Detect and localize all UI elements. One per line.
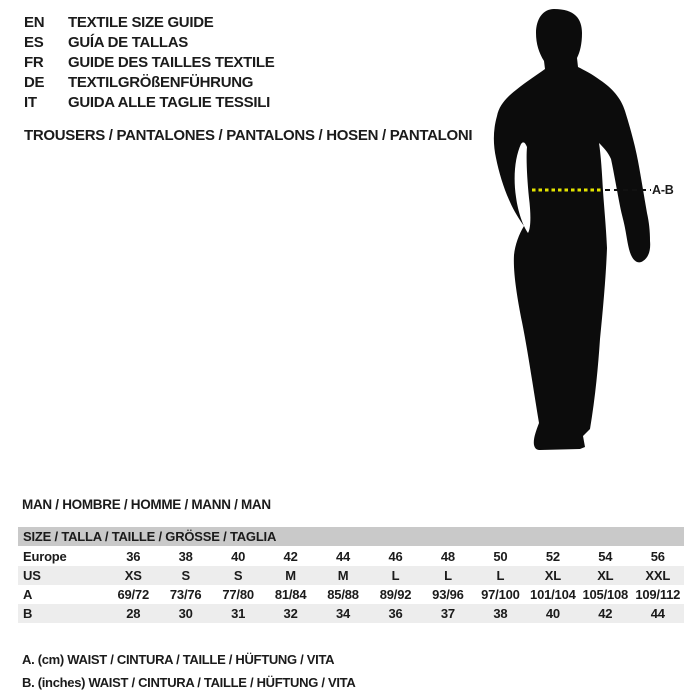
table-cell: L [444,568,452,583]
table-cell: 97/100 [481,587,520,602]
row-label: B [23,606,33,621]
table-cell: 89/92 [379,587,412,602]
table-cell: XL [544,568,561,583]
table-cell: 36 [126,549,141,564]
table-cell: XL [597,568,614,583]
table-cell: 42 [598,606,613,621]
size-table [18,527,684,623]
table-cell: 40 [231,549,246,564]
table-cell: 93/96 [432,587,464,602]
table-cell: 109/112 [635,587,681,602]
row-label: Europe [23,549,67,564]
table-cell: 52 [545,549,560,564]
table-cell: S [233,568,243,583]
row-label: A [23,587,33,602]
table-cell: 56 [650,549,665,564]
table-cell: M [285,568,296,583]
table-cell: 38 [178,549,193,564]
table-cell: 30 [178,606,193,621]
table-cell: 85/88 [327,587,359,602]
table-cell: 44 [336,549,351,564]
table-cell: 105/108 [582,587,629,602]
table-row-europe [18,547,684,566]
row-label: US [23,568,41,583]
language-code: DE [24,74,45,91]
table-cell: 77/80 [222,587,254,602]
table-row-a-cm [18,585,684,604]
table-cell: XXL [645,568,671,583]
table-cell: 73/76 [169,587,202,602]
table-cell: 44 [650,606,665,621]
table-cell: 31 [231,606,246,621]
section-title-man: MAN / HOMBRE / HOMME / MANN / MAN [22,497,271,512]
table-cell: 69/72 [117,587,149,602]
table-row-us [18,566,684,585]
size-table-header: SIZE / TALLA / TAILLE / GRÖSSE / TAGLIA [18,527,684,546]
language-code: EN [24,14,45,31]
table-cell: L [496,568,505,583]
language-title: GUÍA DE TALLAS [68,34,188,51]
table-cell: 38 [493,606,508,621]
table-cell: 42 [283,549,298,564]
table-cell: 40 [545,606,560,621]
footnote-b: B. (inches) WAIST / CINTURA / TAILLE / HÜFTUNG / VITA [22,675,356,690]
language-list [24,13,274,113]
table-cell: 50 [493,549,508,564]
table-cell: S [181,568,190,583]
table-cell: 28 [126,606,141,621]
language-title: GUIDE DES TAILLES TEXTILE [68,54,275,71]
table-cell: 54 [598,549,613,564]
table-cell: 34 [336,606,351,621]
table-cell: 32 [283,606,298,621]
language-code: FR [24,54,44,71]
measure-label-ab: A-B [652,183,674,197]
table-cell: 46 [388,549,403,564]
table-cell: 36 [388,606,403,621]
man-silhouette-figure [440,0,700,480]
table-row-b-inches [18,604,684,623]
table-cell: XS [124,568,142,583]
table-cell: 101/104 [530,587,576,602]
table-cell: 37 [440,606,455,621]
table-cell: 81/84 [274,587,307,602]
table-cell: 48 [440,549,455,564]
language-title: GUIDA ALLE TAGLIE TESSILI [68,94,270,111]
table-cell: L [391,568,400,583]
footnote-a: A. (cm) WAIST / CINTURA / TAILLE / HÜFTUNG / VITA [22,652,335,667]
garment-title: TROUSERS / PANTALONES / PANTALONS / HOSEN / PANTALONI [24,127,473,144]
man-silhouette-shape [494,9,650,450]
language-title: TEXTILGRÖßENFÜHRUNG [68,74,254,91]
language-code: ES [24,34,44,51]
footnotes [22,648,355,694]
language-code: IT [24,94,37,111]
table-cell: M [337,568,349,583]
language-title: TEXTILE SIZE GUIDE [68,14,214,31]
